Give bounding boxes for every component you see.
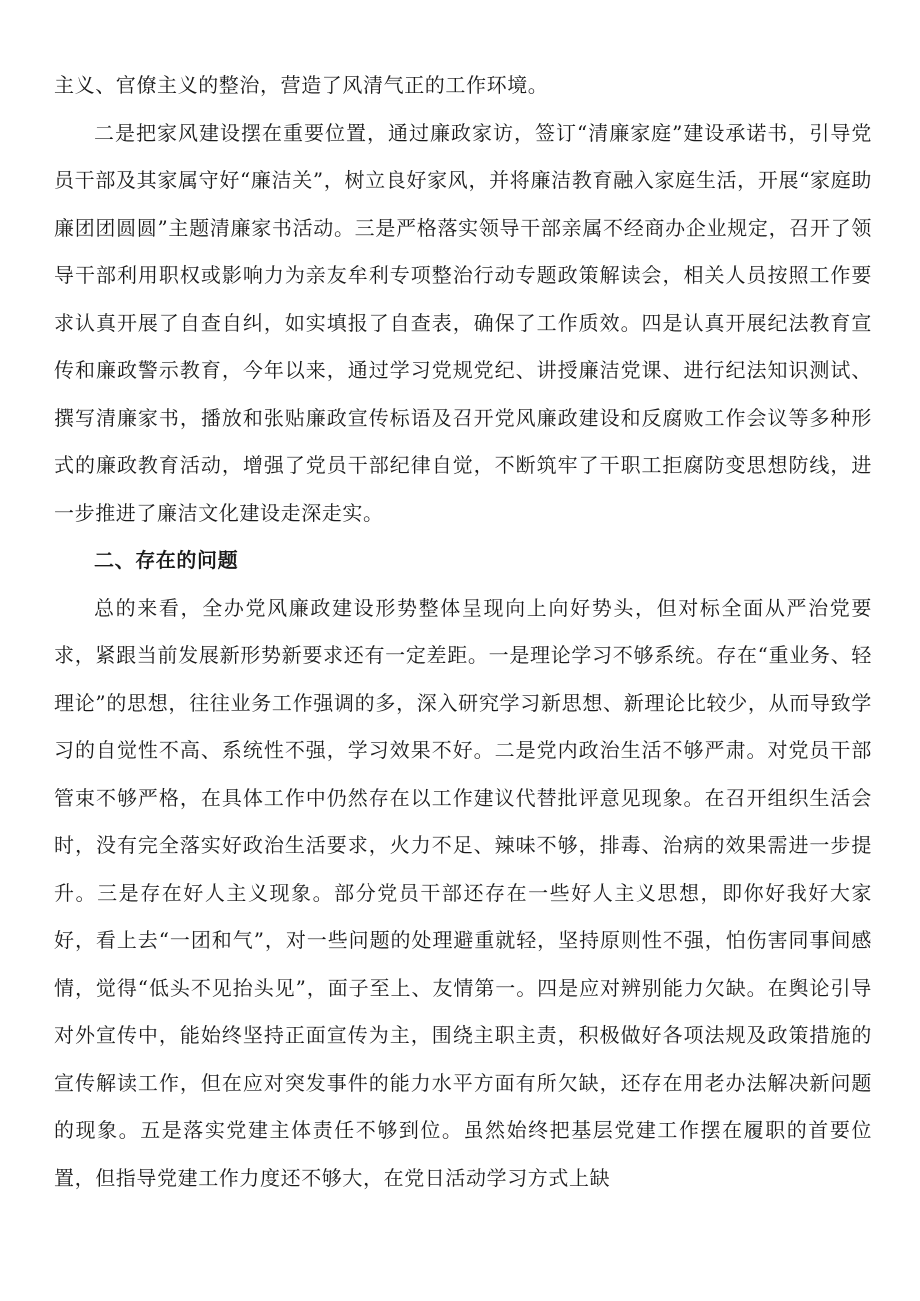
paragraph-problems: 总的来看，全办党风廉政建设形势整体呈现向上向好势头，但对标全面从严治党要求，紧跟当前发展新形势新要求还有一定差距。一是理论学习不够系统。存在“重业务、轻理论”的思想，往往业务工作强调的多，深入研究学习新思想、新理论比较少，从而导致学习的自觉性不高、系统性不强，学习效果不好。二是党内政治生活不够严肃。对党员干部管束不够严格，在具体工作中仍然存在以工作建议代替批评意见现象。在召开组织生活会时，没有完全落实好政治生活要求，火力不足、辣味不够，排毒、治病的效果需进一步提升。三是存在好人主义现象。部分党员干部还存在一些好人主义思想，即你好我好大家好，看上去“一团和气”，对一些问题的处理避重就轻，坚持原则性不强，怕伤害同事间感情，觉得“低头不见抬头见”，面子至上、友情第一。四是应对辨别能力欠缺。在舆论引导对外宣传中，能始终坚持正面宣传为主，围绕主职主责，积极做好各项法规及政策措施的宣传解读工作，但在应对突发事件的能力水平方面有所欠缺，还存在用老办法解决新问题的现象。五是落实党建主体责任不够到位。虽然始终把基层党建工作摆在履职的首要位置，但指导党建工作力度还不够大，在党日活动学习方式上缺 (54, 595, 872, 1190)
paragraph-family-style: 二是把家风建设摆在重要位置，通过廉政家访，签订“清廉家庭”建设承诺书，引导党员干部及其家属守好“廉洁关”，树立良好家风，并将廉洁教育融入家庭生活，开展“家庭助廉团团圆圆”主题清廉家书活动。三是严格落实领导干部亲属不经商办企业规定，召开了领导干部利用职权或影响力为亲友牟利专项整治行动专题政策解读会，相关人员按照工作要求认真开展了自查自纠，如实填报了自查表，确保了工作质效。四是认真开展纪法教育宣传和廉政警示教育，今年以来，通过学习党规党纪、讲授廉洁党课、进行纪法知识测试、撰写清廉家书，播放和张贴廉政宣传标语及召开党风廉政建设和反腐败工作会议等多种形式的廉政教育活动，增强了党员干部纪律自觉，不断筑牢了干职工拒腐防变思想防线，进一步推进了廉洁文化建设走深走实。 (54, 120, 872, 525)
section-heading-problems: 二、存在的问题 (94, 548, 239, 572)
document-body (54, 62, 872, 1202)
paragraph-continued: 主义、官僚主义的整治，营造了风清气正的工作环境。 (54, 73, 549, 97)
